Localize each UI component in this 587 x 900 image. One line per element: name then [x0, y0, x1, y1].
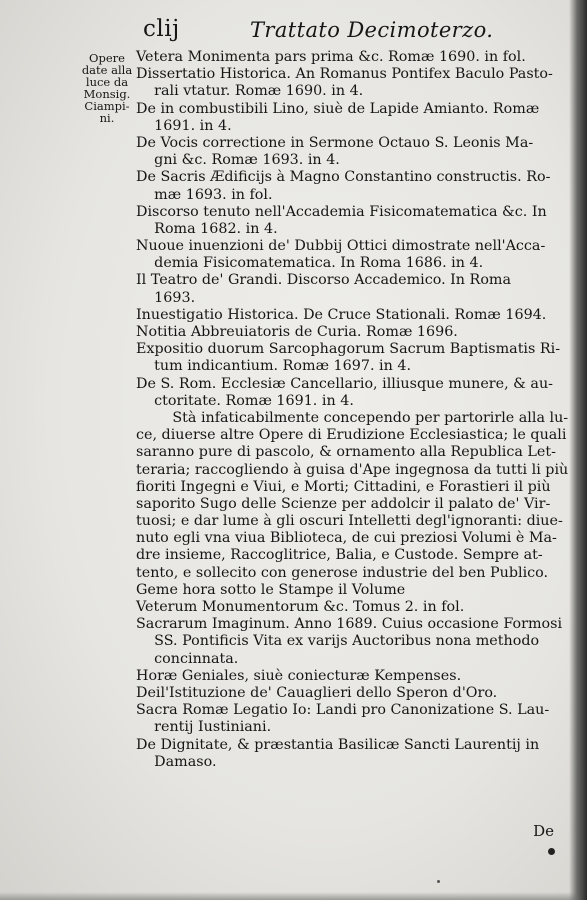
- text-line: ctoritate. Romæ 1691. in 4.: [136, 392, 354, 409]
- margin-note-line: ni.: [99, 111, 115, 125]
- text-line: nuto egli vna viua Biblioteca, de cui preziosi Volumi è Ma-: [136, 530, 557, 547]
- text-line: De in combustibili Lino, siuè de Lapide Amianto. Romæ: [136, 100, 540, 117]
- text-line: Stà infaticabilmente concependo per partorirle alla lu-: [136, 409, 569, 426]
- text-line: demia Fisicomatematica. In Roma 1686. in 4.: [136, 255, 484, 272]
- text-line: teraria; raccogliendo à guisa d'Ape ingegnosa da tutti li più: [136, 461, 569, 478]
- text-line: Dissertatio Historica. An Romanus Pontifex Baculo Pasto-: [136, 66, 553, 83]
- text-line: Inuestigatio Historica. De Cruce Stationali. Romæ 1694.: [136, 306, 547, 323]
- text-line: dre insieme, Raccoglitrice, Balia, e Custode. Sempre at-: [136, 547, 543, 564]
- margin-note-line: Ciampi-: [84, 99, 130, 113]
- page-shadow-bottom: [0, 892, 587, 900]
- text-line: ce, diuerse altre Opere di Erudizione Ecclesiastica; le quali: [136, 427, 567, 444]
- text-line: Discorso tenuto nell'Accademia Fisicomatematica &c. In: [136, 203, 547, 220]
- text-line: 1693.: [136, 289, 196, 306]
- text-line: fioriti Ingegni e Viui, e Morti; Cittadini, e Forastieri il più: [136, 478, 551, 495]
- text-line: gni &c. Romæ 1693. in 4.: [136, 152, 340, 169]
- margin-note-line: date alla: [81, 63, 133, 77]
- text-line: tum indicantium. Romæ 1697. in 4.: [136, 358, 411, 375]
- page-number: clij: [143, 16, 180, 42]
- text-line: De S. Rom. Ecclesiæ Cancellario, illiusque munere, & au-: [136, 375, 553, 392]
- text-line: Sacra Romæ Legatio Io: Landi pro Canonizatione S. Lau-: [136, 702, 550, 719]
- text-line: Veterum Monumentorum &c. Tomus 2. in fol.: [136, 599, 465, 615]
- ink-spot: [437, 880, 440, 883]
- text-line: tuosi; e dar lume à gli oscuri Intelletti degl'ignoranti: diue-: [136, 513, 563, 530]
- ink-spot: [548, 848, 555, 855]
- running-title: Trattato Decimoterzo.: [250, 18, 494, 42]
- page-header: [0, 16, 587, 50]
- text-line: Damaso.: [136, 753, 217, 770]
- margin-note: [79, 52, 135, 124]
- catchword: De: [533, 822, 554, 840]
- page-edge-shadow: [569, 0, 587, 900]
- text-line: De Sacris Ædificijs à Magno Constantino constructis. Ro-: [136, 169, 551, 186]
- body-text: [136, 49, 576, 771]
- text-line: rali vtatur. Romæ 1690. in 4.: [136, 83, 364, 100]
- text-line: Nuoue inuenzioni de' Dubbij Ottici dimostrate nell'Acca-: [136, 238, 546, 255]
- text-line: De Vocis correctione in Sermone Octauo S. Leonis Ma-: [136, 134, 534, 151]
- text-line: concinnata.: [136, 650, 239, 667]
- text-line: SS. Pontificis Vita ex varijs Auctoribus nona methodo: [136, 633, 540, 650]
- text-line: Notitia Abbreuiatoris de Curia. Romæ 1696.: [136, 324, 458, 340]
- text-line: 1691. in 4.: [136, 117, 232, 134]
- text-line: Expositio duorum Sarcophagorum Sacrum Baptismatis Ri-: [136, 341, 561, 358]
- text-line: De Dignitate, & præstantia Basilicæ Sancti Laurentij in: [136, 736, 540, 753]
- text-line: Horæ Geniales, siuè coniecturæ Kempenses.: [136, 667, 462, 684]
- text-line: Il Teatro de' Grandi. Discorso Accademico. In Roma: [136, 272, 512, 289]
- margin-note-line: Monsig.: [83, 87, 131, 101]
- text-line: tento, e sollecito con generose industrie del ben Publico.: [136, 564, 549, 581]
- text-line: Vetera Monimenta pars prima &c. Romæ 1690. in fol.: [136, 49, 526, 65]
- text-line: Deil'Istituzione de' Cauaglieri dello Speron d'Oro.: [136, 684, 498, 701]
- text-line: Roma 1682. in 4.: [136, 220, 278, 237]
- margin-note-line: Opere: [89, 51, 125, 65]
- text-line: Geme hora sotto le Stampe il Volume: [136, 581, 406, 598]
- text-line: mæ 1693. in fol.: [136, 186, 273, 203]
- margin-note-line: luce da: [85, 75, 129, 89]
- text-line: Sacrarum Imaginum. Anno 1689. Cuius occasione Formosi: [136, 616, 563, 633]
- text-line: rentij Iustiniani.: [136, 719, 272, 736]
- text-line: saporito Sugo delle Scienze per addolcir il palato de' Vir-: [136, 495, 551, 512]
- text-line: saranno pure di pascolo, & ornamento alla Republica Let-: [136, 444, 556, 461]
